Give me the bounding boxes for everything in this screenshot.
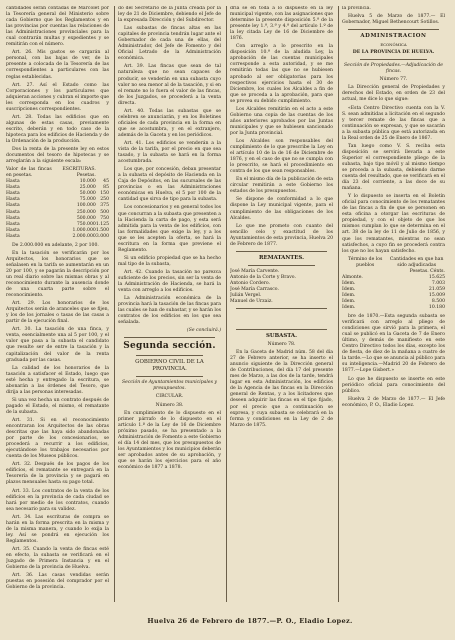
rate-label: Hasta	[6, 221, 20, 227]
paragraph: Art. 31. Si en el reconocimiento encontraran los Arquitectos de las obras descritas que las haya sido abandonadas por parte de los concesionarios, se procederá a recurrir a los edificios, ejecutándose los trabajos necesarios por cuenta de los Museos públicos.	[6, 418, 109, 460]
rematantes-list	[230, 269, 333, 305]
list-item: Manuel de Urzaiz.	[230, 299, 273, 305]
rate-label: Hasta	[6, 197, 20, 203]
page-footer: Huelva 26 de Febrero de 1877.—P. O., Eladio Lopez.	[147, 617, 353, 625]
table-header-units: Pesetas. Cénts.	[409, 268, 445, 274]
rate-amount: 50.000	[79, 191, 96, 197]
continuation-note: (Se concluirá.)	[186, 328, 221, 334]
rate-value: 45	[103, 179, 109, 185]
section-title: Segunda sección.	[123, 341, 216, 352]
adjudication-table	[342, 257, 445, 311]
rate-value: 3.000	[95, 233, 109, 239]
valuation-table	[6, 167, 109, 240]
paragraph: Y lo dispuesto se inserta en el Boletín oficial para conocimiento de los rematantes de las fincas a fin de que se personen en esta oficina a otorgar las escrituras de propiedad, y con el objeto de que los mismos cumplan lo que se determina en el art. 38 de la ley de 11 de Julio de 1856, y que los rematantes, mientras no sean satisfechos, a cuyo fin se procederá contra los que no los hayan satisfecho.	[342, 194, 445, 254]
paragraph: Si una vez hecha un contrato después de pagado el Estado, el mismo, el rematante de la subasta.	[6, 397, 109, 415]
rate-amount: 25.000	[79, 185, 96, 191]
item-number: Número 78.	[267, 342, 296, 348]
divider	[236, 308, 327, 309]
rate-value: 500	[100, 209, 109, 215]
amount-value: 10.180	[428, 305, 445, 311]
divider	[236, 251, 327, 252]
paragraph: Las subastas de fincas altas en las capitales de provincia tendrán lugar ante el Gobernador de cada una de ellas, del Administrador, del Jefe de Fomento y del Oficial Letrado de la Administración económica.	[118, 26, 221, 62]
table-caption: Valor de las fincas en pesetas.	[6, 167, 52, 179]
paragraph: Art. 26. Mis gastos se cargarán al personal, con las bajas de ver, de la presente a colocada de la Tesorería de las correspondientes a particulares con las reglas establecidas.	[6, 50, 109, 80]
rate-label: Hasta	[6, 185, 20, 191]
paragraph: Los que, por concesión, deban presentar a la subasta el depósito de Hacienda en la Caja de Depósitos, en las sucursales de las provincias o en las Administraciones económicas en Huelva, el 5 por 100 de la cantidad que sirva de tipo para la subasta.	[118, 167, 221, 203]
item-number: Número 38.	[155, 402, 184, 408]
table-row	[342, 305, 445, 311]
divider	[124, 337, 215, 338]
paragraph: En cumplimiento de lo dispuesto en el primer párrafo de lo dispuesto en el artículo 1.º de la Ley de 16 de Diciembre próximo pasado, se ha presentado a la Administración de Fomento a este Gobierno el día 14 del mes, que los presupuestos de los Ayuntamientos y los municipios deberán ser aprobados antes de su aprobación, y que se harán los ejercicios para el año económico de 1877 a 1878.	[118, 410, 221, 470]
paragraph: La calidad de los honorarios de la tasación a satisfacer el Estado, luego que esté hecha y entregado la escritura, se abonarán a las órdenes del Tesoro, que dirija a las personas interesadas.	[6, 365, 109, 395]
list-item: Antonio Cordero.	[230, 280, 271, 286]
amount-value: 7.003	[431, 280, 445, 286]
rate-value: 1.500	[95, 227, 109, 233]
amount-value: 8.500	[431, 298, 445, 304]
paragraph: En la Gaceta de Madrid núm. 58 del día 27 de Febrero anterior, se ha inserto el anuncio siguiente de la Dirección general de Contribuciones, del día 17 del presente mes de Marzo, a las dos de la tarde, tendrá lugar en esta Administración, los edificios de la Agencia de las fincas en la Dirección general de Rentas, y a los licitadores que deseen adquirir las fincas en el tipo fijado, por el precio que a continuación se expresa, y cuya subasta se celebrará en la forma y condiciones en la Ley de 2 de Marzo de 1875.	[230, 350, 333, 428]
paragraph: En el mismo día de la publicación de esta circular remitirán a este Gobierno los estados de los presupuestos.	[230, 177, 333, 195]
paragraph: Tan luego como V. S. reciba esta disposición se servirá llevarla a este Superior el correspondiente pliego de la subasta, bajo tipo móvil y al mismo tiempo se proceda a la subasta, debiendo darme cuenta del resultado, que se verificará en el día 23 del corriente, a las doce de su mañana.	[342, 143, 445, 192]
section-subtitle: GOBIERNO CIVIL DE LA PROVINCIA.	[135, 359, 204, 373]
admin-subtitle: ECONÓMICA	[380, 42, 407, 48]
paragraph: Se dispone de conformidad a lo que dispone la Ley municipal vigente, para el cumplimiento de las obligaciones de los Alcaldes.	[230, 197, 333, 221]
paragraph: Art. 42. Cuando la tasación no parezca suficiente de los precios, sin ser la venta de la Administración de Hacienda, se hará la venta con arreglo a los edificios.	[118, 269, 221, 294]
paragraph: Art. 35. Cuando la venta de fincas esté en efecto, la subasta se verificará en el Juzgado de Primera Instancia y en el Gobierno de la provincia de Huelva.	[6, 546, 109, 571]
paragraph: Art. 27. Así el Estado como las Corporaciones y los particulares que adquieran acciones y cubran el importe que les corresponda en los cuadros y suscripciones correspondientes.	[6, 82, 109, 112]
admin-title: ADMINISTRACION	[360, 33, 427, 40]
place-name: Idem.	[342, 280, 356, 286]
rate-value: 375	[100, 203, 109, 209]
column-4	[342, 6, 445, 610]
circular-label: CIRCULAR.	[155, 394, 184, 400]
amount-value: 15.009	[428, 292, 445, 298]
item-number: Número 77.	[379, 77, 408, 83]
section-heading: Sección de Propiedades.—Adjudicación de fincas.	[344, 63, 443, 75]
rate-label: Hasta	[6, 227, 20, 233]
paragraph: cantidades serán contadas de Marcolet por la Tesorería general del Ministerio sobre cada Gobierno que los Reglamentos y en las provincias por cuentas las relaciones de las Administraciones provinciales para la cual contrarán multas y expedientes y se remitirán con el número.	[6, 6, 109, 48]
divider	[236, 329, 327, 330]
paragraph: Art. 34. Las escrituras de compra se harán en la forma prescrita en la misma y de la misma manera, y cuando lo exija la ley. Así se pondrá en ejecución los Reglamentos.	[6, 514, 109, 544]
paragraph: Si un edificio propiedad que se ha hecho mal tipo de la subasta,	[118, 255, 221, 267]
paragraph: Lo que he dispuesto se inserte en este periódico oficial para conocimiento del público.	[342, 376, 445, 394]
rate-label: Hasta	[6, 215, 20, 221]
list-item: Julián Vergel.	[230, 292, 262, 298]
rate-label: Hasta	[6, 209, 20, 215]
paragraph: Dos la renta de la presente ley en estos documentos del tesoro de hipotecas y se arreglarán a la siguiente escala:	[6, 147, 109, 165]
paragraph: La Dirección general de Propiedades y derechos del Estado, en orden de 23 del actual, me dice lo que sigue:	[342, 85, 445, 103]
divider	[136, 376, 203, 377]
rate-amount: 500.000	[76, 215, 96, 221]
rate-amount: 10.000	[79, 179, 96, 185]
rate-label: Hasta	[6, 233, 20, 239]
rate-value: 150	[100, 191, 109, 197]
paragraph: Huelva 2 de Marzo de 1877.— El Jefe económico, P. O., Eladio Lopez.	[342, 396, 445, 408]
table-header-place: Término de los pueblos	[348, 256, 383, 268]
place-name: Idem.	[342, 286, 356, 292]
place-name: Almonte.	[342, 274, 363, 280]
rate-amount: 75.000	[79, 197, 96, 203]
rate-label: Hasta	[6, 191, 20, 197]
rate-label: Hasta	[6, 179, 20, 185]
paragraph: do del Secretario de la Junta creada por la ley de 21 de Diciembre, debiendo el Jefe de la expresada Dirección y del Subdirector.	[118, 6, 221, 24]
paragraph: Los Alcaldes remitirán en el acto a este Gobierno una copia de las cuentas de los años anteriores aprobados por las Juntas municipales y que se hubiesen sancionado por la Junta provincial.	[230, 106, 333, 136]
paragraph: Huelva 5 de Marzo de 1877.— El Gobernador, Miguel Bethencourt Sotillos.	[342, 14, 445, 26]
place-name: Idem.	[342, 298, 356, 304]
divider	[136, 355, 203, 356]
paragraph: Los concesionarios y en general todos los que concurran a la subasta que presenten a la Hacienda la carta de pago, y esta será admitida para la venta de los edificios, con las formalidades que exige la ley, y a los que se les acepten la oferta, se hará la escritura en la forma que previene el Reglamento.	[118, 205, 221, 253]
paragraph: la provincia.	[342, 6, 371, 11]
column-2	[118, 6, 221, 610]
paragraph: Con arreglo a lo prescrito en la disposición 10.ª de la aludida Ley, la aprobación de las cuentas municipales corresponde a esta autoridad, y se me remitirán todas las que no se hubiesen aprobado al ser obligatorias para los respectivos ejercicios hasta el 30 de Diciembre, los cuales los Alcaldes a fin de que se proceda a la aprobación, para que se provea su debido cumplimiento.	[230, 44, 333, 104]
paragraph: Art. 39. Las fincas que sean de tal naturaleza que no sean capaces de producir, se venderán en una subasta cuyo valor no sea menor al de la tasación, y si en el remate no lo fuera el valor de las fincas, de los Juzgados, se procederá a la venta directa.	[118, 64, 221, 106]
place-name: Idem.	[342, 292, 356, 298]
paragraph: La Administración económica de la provincia hará la tasación de las fincas para las cuales se han de subastar, y se harán los contratos de los edificios en los que sea señalada.	[118, 296, 221, 326]
rematantes-heading: REMATANTES.	[259, 254, 304, 261]
paragraph: «Esta Centro Directivo cuenta con la V. S. sean admitidas a licitación en el segundo y tercer remate de las fincas que a continuación se expresan, y que se sacarán a la subasta pública que está autorizada en la Real orden de 25 de Enero de 1867.	[342, 105, 445, 141]
amount-value: 15.625	[428, 274, 445, 280]
column-rule	[114, 6, 115, 602]
rate-amount: 250.000	[76, 209, 96, 215]
list-item: José María Carrasco.	[230, 286, 279, 292]
rate-label: Hasta	[6, 203, 20, 209]
paragraph: Art. 30. La tasación de una finca, y venta, esencialmente una al 5 por 100, y el valor que pasa a la subasta el candidato que resulte ser de entre la tasación y la capitalización del valor de la renta graduada por las casas.	[6, 327, 109, 363]
divider	[348, 29, 439, 30]
amount-value: 21.059	[428, 286, 445, 292]
column-rule	[338, 6, 339, 602]
rate-amount: 2.000.000	[72, 233, 96, 239]
paragraph: Los Alcaldes son responsables del cumplimiento de lo que prescribe la Ley en el artículo 10 de la de 16 de Diciembre de 1876, y en el caso de que no se cumpla con lo prescrito, se hará el procedimiento en contra de los que sean responsables.	[230, 138, 333, 175]
list-item: José María Carvente.	[230, 268, 280, 274]
paragraph: Art. 33. Los contratos de la venta de los edificios en la provincia de cada ciudad se hará por medio de los contratos, cuando sea necesario para su validez.	[6, 488, 109, 512]
list-item: Antonio de la Corte y Bravo.	[230, 274, 296, 280]
column-1	[6, 6, 109, 610]
rate-amount: 1.000.000	[72, 227, 96, 233]
paragraph: Art. 32. Después de los pagos de los edificios, el rematante se entregará en la Tesorería de la provincia y se pagará en plazos mensuales hasta su pago total.	[6, 462, 109, 486]
rate-amount: 100.000	[76, 203, 96, 209]
subasta-heading: SUBASTA.	[265, 333, 297, 340]
place-name: Idem.	[342, 305, 356, 311]
paragraph: dría se en toda a lo dispuesto en la ley municipal vigente, con las asignaciones que determine la presente disposición 5.ª de la presente ley 1.ª, 3.ª y 4.ª del artículo 1.º de la ley citada Ley de 16 de Diciembre de 1876.	[230, 6, 333, 42]
paragraph: Art. 40. Todas las subastas que se celebren se anunciarán, y en los Boletines oficiales de cada provincia en la forma en que se acostumbra, y en el extranjero, además de la Gaceta y en los periódicos.	[118, 108, 221, 138]
table-header-amount: Cantidades en que han sido adjudicadas	[389, 256, 444, 268]
paragraph: Art. 41. Los edificios se venderán a la vista de la tarifa, por el precio en que sea tasado, y la subasta se hará en la forma acostumbrada.	[118, 140, 221, 165]
paragraph: Art. 36. Las casas vendidas serán puestas en posesión del comprador por el Gobierno de la provincia.	[6, 573, 109, 591]
column-rule	[226, 6, 227, 602]
rate-value: 85	[103, 185, 109, 191]
paragraph: De 2.000.000 en adelante, 2 por 100.	[12, 242, 99, 248]
divider	[248, 265, 315, 266]
rate-value: 1.125	[95, 221, 109, 227]
table-row	[6, 234, 109, 240]
rate-amount: 750.000	[76, 221, 96, 227]
paragraph: En la tasación se verificarán por los Arquitectos, los honorarios que se señalasen en la tarifa se aumentarán en un 20 por 100, y se pagarán la descripción por un real diario sobre las mismas obras y al reconocimiento durante la ausencia donde de una cuarta parte sobre el reconocimiento.	[6, 250, 109, 299]
paragraph: Lo que me prometo con cuanto del sencillo celo y exactitud de los Ayuntamientos de esta provincia, Huelva 20 de Febrero de 1877.	[230, 223, 333, 247]
paragraph: Art. 29. Los honorarios de los Arquitectos serán de aranceles que se fijen, y los de los jornales o tasas de las casas a partir de la ejecución final.	[6, 301, 109, 325]
rate-value: 250	[100, 197, 109, 203]
divider	[360, 59, 427, 60]
circular-heading: Sección de Ayuntamientos municipales y presupuestos.	[121, 380, 217, 392]
paragraph: bre de 1870.—Esta segunda subasta se verificará con arreglo al pliego de condiciones que sirvió para la primera, el cual se publicó en la Gaceta de 7 de Enero último, y demás de manifiesto en este Centro Directivo todos los días, excepto los de fiesta, de diez de la mañana a cuatro de la tarde.—Lo que se anuncia al público para su inteligencia.—Madrid 20 de Febrero de 1877.—Lope Gisbert.»	[342, 314, 445, 374]
column-3	[230, 6, 333, 610]
paragraph: Art. 28. Todas las edificios que en algunas de estas casas, previamente escrito, deberán y en todo caso de la hipoteca para los edificios de Hacienda y de la Ordenación de la producción.	[6, 114, 109, 144]
table-units: ESCRITURAS. Pesetas.	[62, 167, 96, 179]
rate-value: 750	[100, 215, 109, 221]
admin-province: DE LA PROVINCIA DE HUELVA.	[352, 50, 435, 56]
